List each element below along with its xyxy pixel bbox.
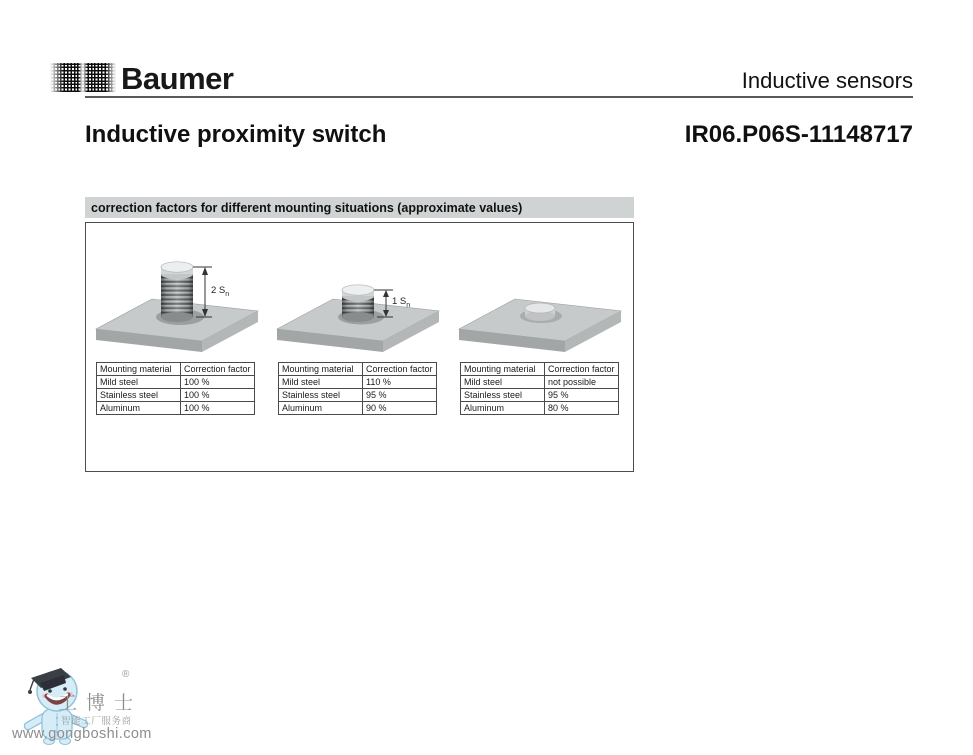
factor-cell: 100 % (181, 376, 255, 389)
mounting-diagram-non-flush (92, 259, 264, 361)
watermark-brand-text: 工博士 (58, 693, 143, 714)
material-cell: Aluminum (279, 402, 363, 415)
factor-cell: 100 % (181, 402, 255, 415)
table-header-row (461, 363, 619, 376)
table-row (97, 376, 255, 389)
column-header: Mounting material (461, 363, 545, 376)
table-row (97, 402, 255, 415)
correction-table-flush (460, 362, 619, 415)
material-cell: Aluminum (97, 402, 181, 415)
mounting-diagram-semi-flush-drawing (273, 259, 445, 361)
table-row (461, 376, 619, 389)
dimension-subscript: n (406, 301, 411, 309)
correction-table-non-flush (96, 362, 255, 415)
model-number: IR06.P06S-11148717 (684, 121, 913, 148)
header-divider (85, 96, 913, 98)
dimension-subscript: n (225, 290, 230, 298)
mounting-diagram-flush-drawing (455, 259, 627, 361)
column-header: Correction factor (545, 363, 619, 376)
table-row (279, 389, 437, 402)
material-cell: Aluminum (461, 402, 545, 415)
factor-cell: 80 % (545, 402, 619, 415)
material-cell: Stainless steel (279, 389, 363, 402)
dimension-label (392, 296, 410, 309)
baumer-halftone-logo-icon (50, 63, 116, 92)
table-header-row (97, 363, 255, 376)
mounting-diagram-semi-flush (273, 259, 445, 361)
material-cell: Mild steel (461, 376, 545, 389)
correction-table-semi-flush (278, 362, 437, 415)
table-row (97, 389, 255, 402)
factor-cell: 90 % (363, 402, 437, 415)
column-header: Mounting material (279, 363, 363, 376)
dimension-value: 1 S (392, 296, 407, 307)
material-cell: Mild steel (97, 376, 181, 389)
product-line-label: Inductive sensors (741, 68, 913, 93)
table-row (461, 389, 619, 402)
factor-cell: 95 % (363, 389, 437, 402)
factor-cell: 100 % (181, 389, 255, 402)
watermark-tagline: 智能工厂服务商 (61, 716, 132, 727)
registered-mark: ® (122, 669, 130, 680)
gongboshi-watermark (0, 655, 220, 755)
column-header: Correction factor (363, 363, 437, 376)
mounting-diagram-flush (455, 259, 627, 361)
material-cell: Stainless steel (461, 389, 545, 402)
material-cell: Mild steel (279, 376, 363, 389)
brand-wordmark: Baumer (121, 61, 234, 96)
mounting-diagram-non-flush-drawing (92, 259, 264, 361)
factor-cell: 95 % (545, 389, 619, 402)
dimension-label (211, 285, 229, 298)
table-row (279, 402, 437, 415)
dimension-value: 2 S (211, 285, 226, 296)
factor-cell: 110 % (363, 376, 437, 389)
material-cell: Stainless steel (97, 389, 181, 402)
watermark-url: www.gongboshi.com (12, 726, 152, 742)
factor-cell: not possible (545, 376, 619, 389)
table-row (279, 376, 437, 389)
table-row (461, 402, 619, 415)
column-header: Correction factor (181, 363, 255, 376)
page-title: Inductive proximity switch (85, 121, 387, 148)
column-header: Mounting material (97, 363, 181, 376)
section-heading: correction factors for different mounting situations (approximate values) (85, 197, 634, 218)
correction-factors-box (85, 222, 634, 472)
table-header-row (279, 363, 437, 376)
